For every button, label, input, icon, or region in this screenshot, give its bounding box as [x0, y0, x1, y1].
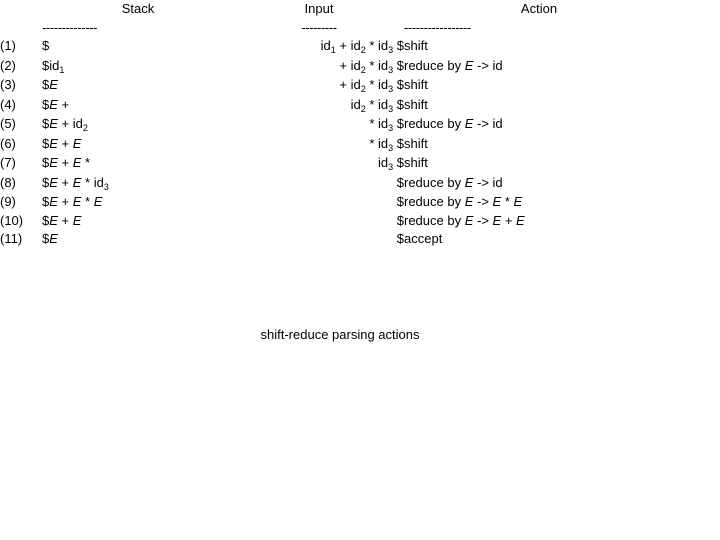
cell-stack: $E + E * E: [42, 194, 103, 209]
cell-stack: $E + E: [42, 135, 82, 151]
cell-stack: $E + E * $id_3$: [42, 174, 109, 192]
cell-action: shift: [404, 135, 428, 151]
cell-step-number: (10): [0, 212, 24, 228]
table-row: [0, 76, 674, 96]
header-action: Action: [520, 1, 558, 16]
table-row: [0, 37, 674, 57]
table-row: [0, 193, 674, 212]
cell-step-number: (5): [0, 116, 16, 131]
rule-action: -----------------: [404, 19, 471, 35]
cell-step-number: (4): [0, 96, 16, 112]
header-row: [0, 0, 674, 19]
table-row: [0, 174, 674, 194]
cell-input: $: [396, 212, 404, 228]
table-row: [0, 135, 674, 155]
cell-step-number: (7): [0, 155, 16, 170]
cell-action: shift: [404, 155, 428, 170]
cell-input: + $id_2 * id_3$ $: [339, 77, 404, 94]
table-body: [0, 37, 674, 249]
cell-stack: $: [42, 38, 50, 53]
cell-stack: $E + E: [42, 212, 82, 228]
parsing-trace-table-wrapper: [0, 0, 720, 249]
cell-input: $: [396, 231, 404, 246]
table-row: [0, 96, 674, 116]
cell-step-number: (2): [0, 57, 16, 73]
table-row: [0, 230, 674, 249]
cell-action: reduce by E -> E + E: [404, 212, 525, 228]
cell-step-number: (8): [0, 174, 16, 190]
cell-input: + $id_2 * id_3$ $: [339, 57, 404, 75]
cell-step-number: (11): [0, 231, 23, 246]
parsing-trace-table: [0, 0, 674, 249]
cell-action: reduce by E -> id: [404, 57, 503, 73]
cell-input: * $id_3$ $: [369, 135, 404, 153]
header-input: Input: [304, 1, 334, 16]
cell-input: $: [396, 194, 404, 209]
cell-action: reduce by E -> id: [404, 116, 503, 131]
figure-caption: [0, 327, 720, 342]
figure-caption-text: shift-reduce parsing actions: [260, 327, 420, 342]
cell-input: $: [396, 174, 404, 190]
cell-input: * $id_3$ $: [369, 116, 404, 133]
cell-step-number: (9): [0, 194, 16, 209]
rule-input: ---------: [301, 19, 337, 35]
header-stack: Stack: [121, 1, 155, 16]
table-row: [0, 115, 674, 135]
rule-stack: --------------: [42, 19, 98, 35]
table-header: [0, 0, 674, 37]
cell-action: reduce by E -> E * E: [404, 194, 523, 209]
rule-step-number: [0, 19, 42, 38]
cell-stack: $E + $id_2$: [42, 116, 88, 133]
cell-input: $id_1 + id_2 * id_3$ $: [320, 38, 404, 55]
cell-action: shift: [404, 77, 428, 92]
cell-action: reduce by E -> id: [404, 174, 503, 190]
header-step-number: [0, 0, 42, 19]
cell-action: shift: [404, 38, 428, 53]
cell-stack: $\$id_1$: [42, 57, 65, 75]
cell-stack: $E + E *: [42, 155, 91, 170]
cell-action: accept: [404, 231, 443, 246]
cell-step-number: (1): [0, 38, 16, 53]
cell-input: $id_2 * id_3$ $: [350, 96, 404, 114]
header-rule-row: [0, 19, 674, 38]
cell-step-number: (6): [0, 135, 16, 151]
table-row: [0, 57, 674, 77]
cell-stack: $E: [42, 77, 58, 92]
cell-stack: $E +: [42, 96, 70, 112]
cell-input: $id_3$ $: [378, 155, 404, 172]
table-row: [0, 154, 674, 174]
cell-stack: $E: [42, 231, 58, 246]
cell-action: shift: [404, 96, 428, 112]
table-row: [0, 212, 674, 231]
cell-step-number: (3): [0, 77, 16, 92]
